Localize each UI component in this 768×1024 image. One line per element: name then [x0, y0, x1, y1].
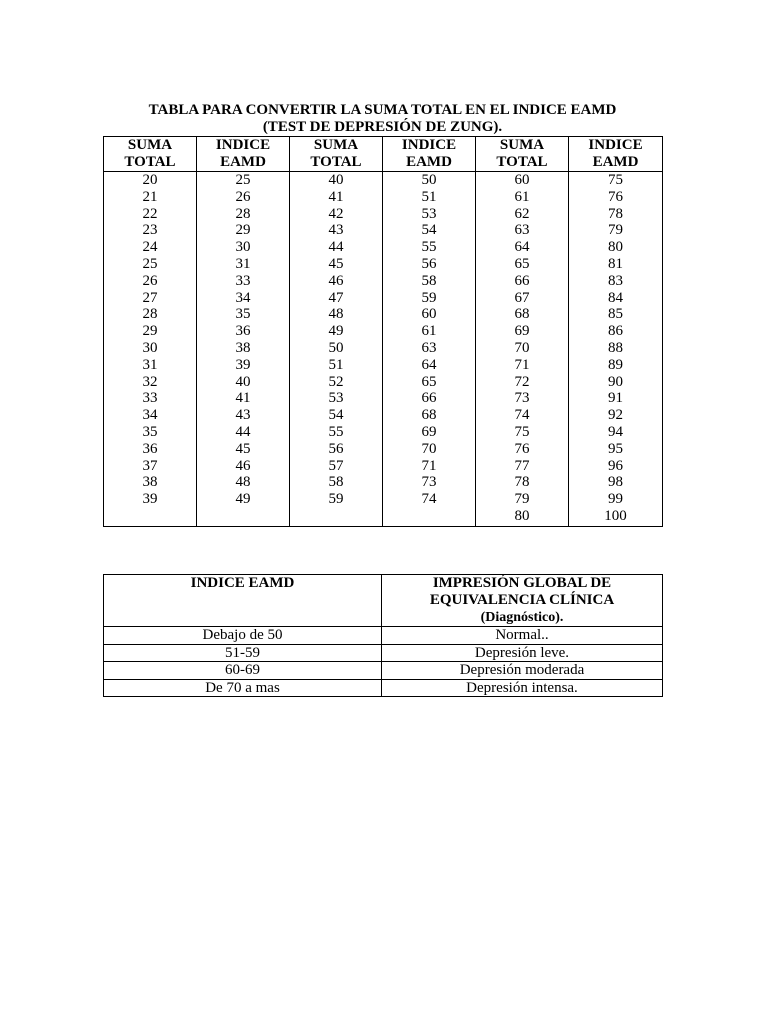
table-row [104, 256, 663, 273]
table-row [104, 323, 663, 340]
table-cell: 42 [290, 206, 383, 223]
table-cell: 56 [383, 256, 476, 273]
table-cell: 51 [290, 357, 383, 374]
table-cell: 79 [569, 222, 663, 239]
conversion-header-line1: INDICE [215, 137, 271, 153]
table-row [104, 374, 663, 391]
conversion-header-cell [569, 137, 663, 172]
table-cell: 34 [197, 290, 290, 307]
diagnosis-table [103, 574, 663, 697]
table-cell: 55 [383, 239, 476, 256]
table-cell: 64 [476, 239, 569, 256]
table-row [104, 644, 663, 662]
conversion-table-body [104, 172, 663, 527]
table-row [104, 390, 663, 407]
conversion-header-line2: EAMD [406, 154, 452, 170]
table-cell: 38 [197, 340, 290, 357]
table-row [104, 424, 663, 441]
table-cell: 39 [197, 357, 290, 374]
table-cell: 28 [197, 206, 290, 223]
table-cell: 76 [476, 441, 569, 458]
table-cell: 62 [476, 206, 569, 223]
conversion-header-line1: INDICE [588, 137, 643, 153]
table-cell: 94 [569, 424, 663, 441]
diagnosis-indice-cell: Debajo de 50 [104, 627, 382, 645]
conversion-header-line2: TOTAL [310, 154, 362, 170]
table-cell: 65 [476, 256, 569, 273]
table-cell: 50 [290, 340, 383, 357]
diagnosis-result-cell: Depresión moderada [382, 662, 663, 680]
table-cell: 99 [569, 491, 663, 508]
table-cell [383, 508, 476, 527]
table-cell: 31 [104, 357, 197, 374]
table-cell: 53 [383, 206, 476, 223]
table-cell: 53 [290, 390, 383, 407]
conversion-header-cell [104, 137, 197, 172]
table-row [104, 407, 663, 424]
diagnosis-header-line3: (Diagnóstico). [480, 610, 564, 625]
diagnosis-header-indice-label: INDICE EAMD [190, 575, 295, 591]
table-cell: 29 [104, 323, 197, 340]
table-cell: 70 [476, 340, 569, 357]
conversion-header-line2: EAMD [220, 154, 266, 170]
diagnosis-header-indice [104, 575, 382, 627]
diagnosis-indice-cell: 60-69 [104, 662, 382, 680]
table-cell: 75 [476, 424, 569, 441]
table-row [104, 306, 663, 323]
table-cell: 66 [476, 273, 569, 290]
table-cell: 88 [569, 340, 663, 357]
table-cell: 37 [104, 458, 197, 475]
table-cell: 51 [383, 189, 476, 206]
diagnosis-result-cell: Depresión leve. [382, 644, 663, 662]
table-cell: 63 [383, 340, 476, 357]
table-cell: 75 [569, 172, 663, 189]
table-row [104, 222, 663, 239]
conversion-header-line2: TOTAL [124, 154, 176, 170]
table-cell: 61 [383, 323, 476, 340]
table-cell: 48 [290, 306, 383, 323]
table-row [104, 662, 663, 680]
table-cell [290, 508, 383, 527]
table-cell: 54 [290, 407, 383, 424]
table-cell: 43 [197, 407, 290, 424]
table-cell: 25 [197, 172, 290, 189]
table-cell [197, 508, 290, 527]
table-cell: 36 [104, 441, 197, 458]
diagnosis-header-impression [382, 575, 663, 627]
table-cell: 30 [197, 239, 290, 256]
table-row [104, 627, 663, 645]
table-cell: 44 [197, 424, 290, 441]
diagnosis-indice-cell: De 70 a mas [104, 679, 382, 697]
table-cell: 49 [197, 491, 290, 508]
table-cell: 92 [569, 407, 663, 424]
table-cell: 72 [476, 374, 569, 391]
table-cell: 81 [569, 256, 663, 273]
table-cell: 49 [290, 323, 383, 340]
table-cell: 50 [383, 172, 476, 189]
table-cell: 52 [290, 374, 383, 391]
conversion-header-line2: EAMD [592, 154, 639, 170]
table-cell: 58 [290, 474, 383, 491]
table-cell: 58 [383, 273, 476, 290]
diagnosis-table-body [104, 627, 663, 697]
document-subtitle: (TEST DE DEPRESIÓN DE ZUNG). [262, 119, 503, 135]
table-cell: 60 [383, 306, 476, 323]
table-cell: 54 [383, 222, 476, 239]
table-cell: 35 [197, 306, 290, 323]
table-cell: 41 [197, 390, 290, 407]
table-cell: 35 [104, 424, 197, 441]
table-cell: 77 [476, 458, 569, 475]
table-cell: 76 [569, 189, 663, 206]
table-cell: 41 [290, 189, 383, 206]
table-cell: 63 [476, 222, 569, 239]
diagnosis-indice-cell: 51-59 [104, 644, 382, 662]
conversion-table [103, 136, 663, 527]
table-row [104, 458, 663, 475]
table-cell: 24 [104, 239, 197, 256]
table-cell: 45 [290, 256, 383, 273]
table-cell: 69 [383, 424, 476, 441]
table-cell: 22 [104, 206, 197, 223]
table-cell: 71 [476, 357, 569, 374]
table-cell: 74 [383, 491, 476, 508]
table-row [104, 474, 663, 491]
table-cell: 43 [290, 222, 383, 239]
table-cell: 55 [290, 424, 383, 441]
table-cell: 73 [383, 474, 476, 491]
table-cell: 83 [569, 273, 663, 290]
table-cell: 39 [104, 491, 197, 508]
table-row [104, 172, 663, 189]
table-cell: 66 [383, 390, 476, 407]
table-cell: 40 [197, 374, 290, 391]
table-cell [104, 508, 197, 527]
table-cell: 33 [197, 273, 290, 290]
table-cell: 45 [197, 441, 290, 458]
table-cell: 95 [569, 441, 663, 458]
table-cell: 26 [104, 273, 197, 290]
table-cell: 31 [197, 256, 290, 273]
table-cell: 23 [104, 222, 197, 239]
table-cell: 60 [476, 172, 569, 189]
table-cell: 20 [104, 172, 197, 189]
table-cell: 29 [197, 222, 290, 239]
conversion-header-line1: SUMA [313, 137, 359, 153]
table-cell: 59 [383, 290, 476, 307]
table-row [104, 340, 663, 357]
table-cell: 78 [476, 474, 569, 491]
diagnosis-result-cell: Normal.. [382, 627, 663, 645]
table-cell: 34 [104, 407, 197, 424]
table-cell: 46 [197, 458, 290, 475]
conversion-header-cell [383, 137, 476, 172]
table-cell: 28 [104, 306, 197, 323]
table-cell: 27 [104, 290, 197, 307]
table-cell: 84 [569, 290, 663, 307]
table-cell: 65 [383, 374, 476, 391]
table-row [104, 239, 663, 256]
diagnosis-table-header-row [104, 575, 663, 627]
table-cell: 98 [569, 474, 663, 491]
table-row [104, 508, 663, 527]
table-cell: 33 [104, 390, 197, 407]
table-cell: 48 [197, 474, 290, 491]
conversion-header-cell [197, 137, 290, 172]
table-cell: 61 [476, 189, 569, 206]
table-row [104, 273, 663, 290]
table-cell: 25 [104, 256, 197, 273]
table-cell: 68 [476, 306, 569, 323]
table-row [104, 357, 663, 374]
table-cell: 74 [476, 407, 569, 424]
table-row [104, 189, 663, 206]
table-cell: 91 [569, 390, 663, 407]
table-cell: 64 [383, 357, 476, 374]
table-row [104, 679, 663, 697]
conversion-header-line1: INDICE [401, 137, 457, 153]
conversion-header-cell [290, 137, 383, 172]
table-row [104, 206, 663, 223]
table-cell: 80 [476, 508, 569, 527]
conversion-header-cell [476, 137, 569, 172]
table-cell: 71 [383, 458, 476, 475]
diagnosis-header-line1: IMPRESIÓN GLOBAL DE [432, 575, 612, 591]
table-cell: 26 [197, 189, 290, 206]
table-cell: 38 [104, 474, 197, 491]
table-cell: 57 [290, 458, 383, 475]
diagnosis-header-line2: EQUIVALENCIA CLÍNICA [429, 592, 615, 608]
table-cell: 30 [104, 340, 197, 357]
table-cell: 59 [290, 491, 383, 508]
document-title: TABLA PARA CONVERTIR LA SUMA TOTAL EN EL INDICE EAMD [148, 102, 617, 118]
table-row [104, 491, 663, 508]
table-cell: 85 [569, 306, 663, 323]
table-cell: 32 [104, 374, 197, 391]
table-cell: 90 [569, 374, 663, 391]
diagnosis-result-cell: Depresión intensa. [382, 679, 663, 697]
table-cell: 40 [290, 172, 383, 189]
table-cell: 70 [383, 441, 476, 458]
conversion-header-line2: TOTAL [496, 154, 548, 170]
conversion-header-line1: SUMA [499, 137, 545, 153]
conversion-header-line1: SUMA [127, 137, 173, 153]
conversion-table-header-row [104, 137, 663, 172]
table-cell: 68 [383, 407, 476, 424]
table-cell: 44 [290, 239, 383, 256]
table-cell: 96 [569, 458, 663, 475]
table-cell: 100 [569, 508, 663, 527]
table-cell: 56 [290, 441, 383, 458]
table-cell: 73 [476, 390, 569, 407]
table-cell: 78 [569, 206, 663, 223]
table-cell: 80 [569, 239, 663, 256]
table-cell: 86 [569, 323, 663, 340]
table-row [104, 441, 663, 458]
table-cell: 69 [476, 323, 569, 340]
table-row [104, 290, 663, 307]
table-cell: 47 [290, 290, 383, 307]
table-cell: 46 [290, 273, 383, 290]
table-cell: 67 [476, 290, 569, 307]
table-cell: 79 [476, 491, 569, 508]
table-cell: 36 [197, 323, 290, 340]
table-cell: 89 [569, 357, 663, 374]
table-cell: 21 [104, 189, 197, 206]
